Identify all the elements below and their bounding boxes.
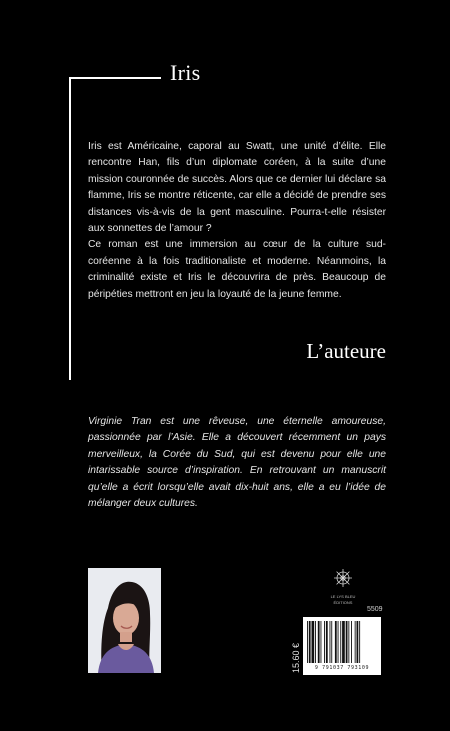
publisher-logo xyxy=(326,568,360,604)
book-title: Iris xyxy=(170,60,201,85)
synopsis xyxy=(88,139,386,303)
publisher-name: LE LYS BLEU xyxy=(330,594,356,599)
author-bio: Virginie Tran est une rêveuse, une éternelle amoureuse, passionnée par l’Asie. Elle a découvert récemment un pays merveilleux, la Corée du Sud, qui est devenu pour elle une intarissable source d’inspiration. En retrouvant un manuscrit qu’elle a écrit lorsqu’elle avait dix-huit ans, elle a eu l’idée de mélanger deux cultures. xyxy=(88,416,386,510)
synopsis-paragraph-1: Iris est Américaine, caporal au Swatt, une unité d’élite. Elle rencontre Han, fils d’un diplomate coréen, à la suite d’une mission couronnée de succès. Alors que ce dernier lui déclare sa flamme, Iris se montre réticente, car elle a décidé de prendre ses distances vis-à-vis de la gent masculine. Pourra-t-elle résister aux sonnettes de l’amour ? xyxy=(88,141,386,235)
synopsis-paragraph-2: Ce roman est une immersion au cœur de la culture sud-coréenne à la fois traditionaliste et moderne. Néanmoins, la criminalité existe et Iris le découvrira de près. Beaucoup de péripéties mettront en jeu la loyauté de la jeune femme. xyxy=(88,239,386,300)
book-code: 5509 xyxy=(367,606,383,613)
isbn-digits: 9 791037 793109 xyxy=(314,665,370,671)
author-portrait-image xyxy=(88,568,161,673)
author-photo xyxy=(88,568,161,673)
barcode-bars xyxy=(303,617,381,665)
frame-vertical-line xyxy=(69,77,71,380)
frame-horizontal-line xyxy=(69,77,161,79)
publisher-subtext: ÉDITIONS xyxy=(333,600,353,605)
author-heading: L’auteure xyxy=(306,339,386,363)
lotus-emblem-icon xyxy=(333,568,353,588)
price-label: 15.60 € xyxy=(291,642,301,674)
